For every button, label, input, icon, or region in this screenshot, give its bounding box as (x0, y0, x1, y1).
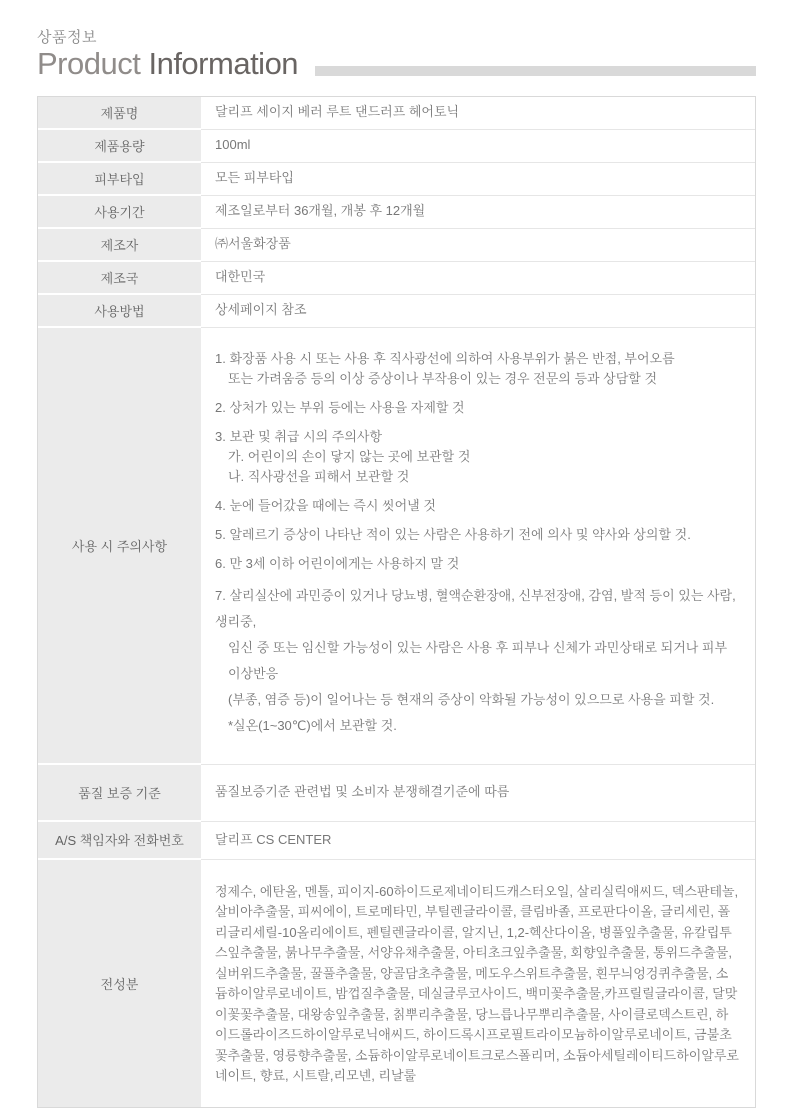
row-label: 피부타입 (38, 163, 201, 196)
precaution-line: 가. 어린이의 손이 닿지 않는 곳에 보관할 것 (228, 448, 471, 464)
precaution-line: 2. 상처가 있는 부위 등에는 사용을 자제할 것 (215, 399, 465, 415)
precaution-item (215, 554, 737, 574)
row-value: 모든 피부타입 (201, 163, 755, 196)
precaution-line: 6. 만 3세 이하 어린이에게는 사용하지 말 것 (215, 555, 460, 571)
precaution-line: 7. 살리실산에 과민증이 있거나 당뇨병, 혈액순환장애, 신부전장애, 감염, 발적 등이 있는 사람, 생리중, (215, 587, 736, 629)
row-label: 사용방법 (38, 295, 201, 328)
row-label: 제품용량 (38, 130, 201, 163)
row-value: 제조일로부터 36개월, 개봉 후 12개월 (201, 196, 755, 229)
table-row-precautions (38, 328, 755, 765)
row-value: 품질보증기준 관련법 및 소비자 분쟁해결기준에 따름 (201, 765, 755, 822)
row-label: 제조국 (38, 262, 201, 295)
precaution-line: 또는 가려움증 등의 이상 증상이나 부작용이 있는 경우 전문의 등과 상담할 것 (228, 370, 658, 386)
product-info-table (37, 96, 756, 1108)
row-value: ㈜서울화장품 (201, 229, 755, 262)
table-row-how-to-use (38, 295, 755, 328)
title-word-information: Information (148, 46, 299, 81)
row-label: 사용기간 (38, 196, 201, 229)
row-label: 전성분 (38, 860, 201, 1107)
title-word-product: Product (37, 46, 141, 81)
table-row-country (38, 262, 755, 295)
precaution-item (215, 427, 737, 487)
precaution-item (215, 525, 737, 545)
precaution-item (215, 398, 737, 418)
table-row-as-contact (38, 822, 755, 860)
row-value: 100ml (201, 130, 755, 163)
table-row-ingredients (38, 860, 755, 1107)
table-row-product-name (38, 97, 755, 130)
precaution-line: 임신 중 또는 임신할 가능성이 있는 사람은 사용 후 피부나 신체가 과민상태로 되거나 피부이상반응 (228, 639, 728, 681)
precaution-line: 5. 알레르기 증상이 나타난 적이 있는 사람은 사용하기 전에 의사 및 약사와 상의할 것. (215, 526, 691, 542)
precaution-line: 나. 직사광선을 피해서 보관할 것 (228, 468, 410, 484)
row-value: 달리프 CS CENTER (201, 822, 755, 860)
precaution-item (215, 583, 737, 739)
precaution-line: 4. 눈에 들어갔을 때에는 즉시 씻어낼 것 (215, 497, 436, 513)
precaution-line: (부종, 염증 등)이 일어나는 등 현재의 증상이 악화될 가능성이 있으므로 사용을 피할 것. (228, 691, 715, 707)
table-row-volume (38, 130, 755, 163)
decorative-bar (315, 66, 756, 76)
precaution-line: 3. 보관 및 취급 시의 주의사항 (215, 428, 383, 444)
row-value: 상세페이지 참조 (201, 295, 755, 328)
precautions-list (201, 328, 755, 765)
precaution-item (215, 349, 737, 389)
row-value: 대한민국 (201, 262, 755, 295)
table-row-manufacturer (38, 229, 755, 262)
table-row-quality-guarantee (38, 765, 755, 822)
table-row-skin-type (38, 163, 755, 196)
section-title-row (37, 48, 756, 81)
row-label: 품질 보증 기준 (38, 765, 201, 822)
precaution-item (215, 496, 737, 516)
section-title-en (37, 48, 298, 81)
row-label: 제조자 (38, 229, 201, 262)
precaution-line: *실온(1~30℃)에서 보관할 것. (228, 717, 397, 733)
table-row-usage-period (38, 196, 755, 229)
row-label: A/S 책임자와 전화번호 (38, 822, 201, 860)
precaution-line: 1. 화장품 사용 시 또는 사용 후 직사광선에 의하여 사용부위가 붉은 반점, 부어오름 (215, 350, 675, 366)
row-label: 사용 시 주의사항 (38, 328, 201, 765)
section-header (37, 26, 756, 81)
row-label: 제품명 (38, 97, 201, 130)
section-subtitle-ko: 상품정보 (37, 29, 97, 46)
row-value: 달리프 세이지 베러 루트 댄드러프 헤어토닉 (201, 97, 755, 130)
row-value: 정제수, 에탄올, 멘톨, 피이지-60하이드로제네이티드캐스터오일, 살리실릭애씨드, 덱스판테놀, 살비아추출물, 피씨에이, 트로메타민, 부틸렌글라이콜, 클림바졸, 프로판다이올, 글리세린, 폴리글리세릴-10올리에이트, 펜틸렌글라이콜, 알지닌, 1,2-헥산다이올, 병풀잎추출물, 유칼립투스잎추출물, 붉나무추출물, 서양유채추출물, 아티초크잎추출물, 회향잎추출물, 통위드추출물, 실버위드추출물, 꿀풀추출물, 양골담초추출물, 메도우스위트추출물, 흰무늬엉겅퀴추출물, 소듐하이알루로네이트, 밤껍질추출물, 데실글루코사이드, 백미꽃추출물,카프릴릴글라이콜, 달맞이꽃꽃추출물, 대왕송잎추출물, 칡뿌리추출물, 당느릅나무뿌리추출물, 사이클로덱스트린, 하이드롤라이즈드하이알루로닉애씨드, 하이드록시프로필트라이모늄하이알루로네이트, 금불초꽃추출물, 영릉향추출물, 소듐하이알루로네이트크로스폴리머, 소듐아세틸레이티드하이알루로네이트, 향료, 시트랄,리모넨, 리날룰 (215, 883, 739, 1084)
